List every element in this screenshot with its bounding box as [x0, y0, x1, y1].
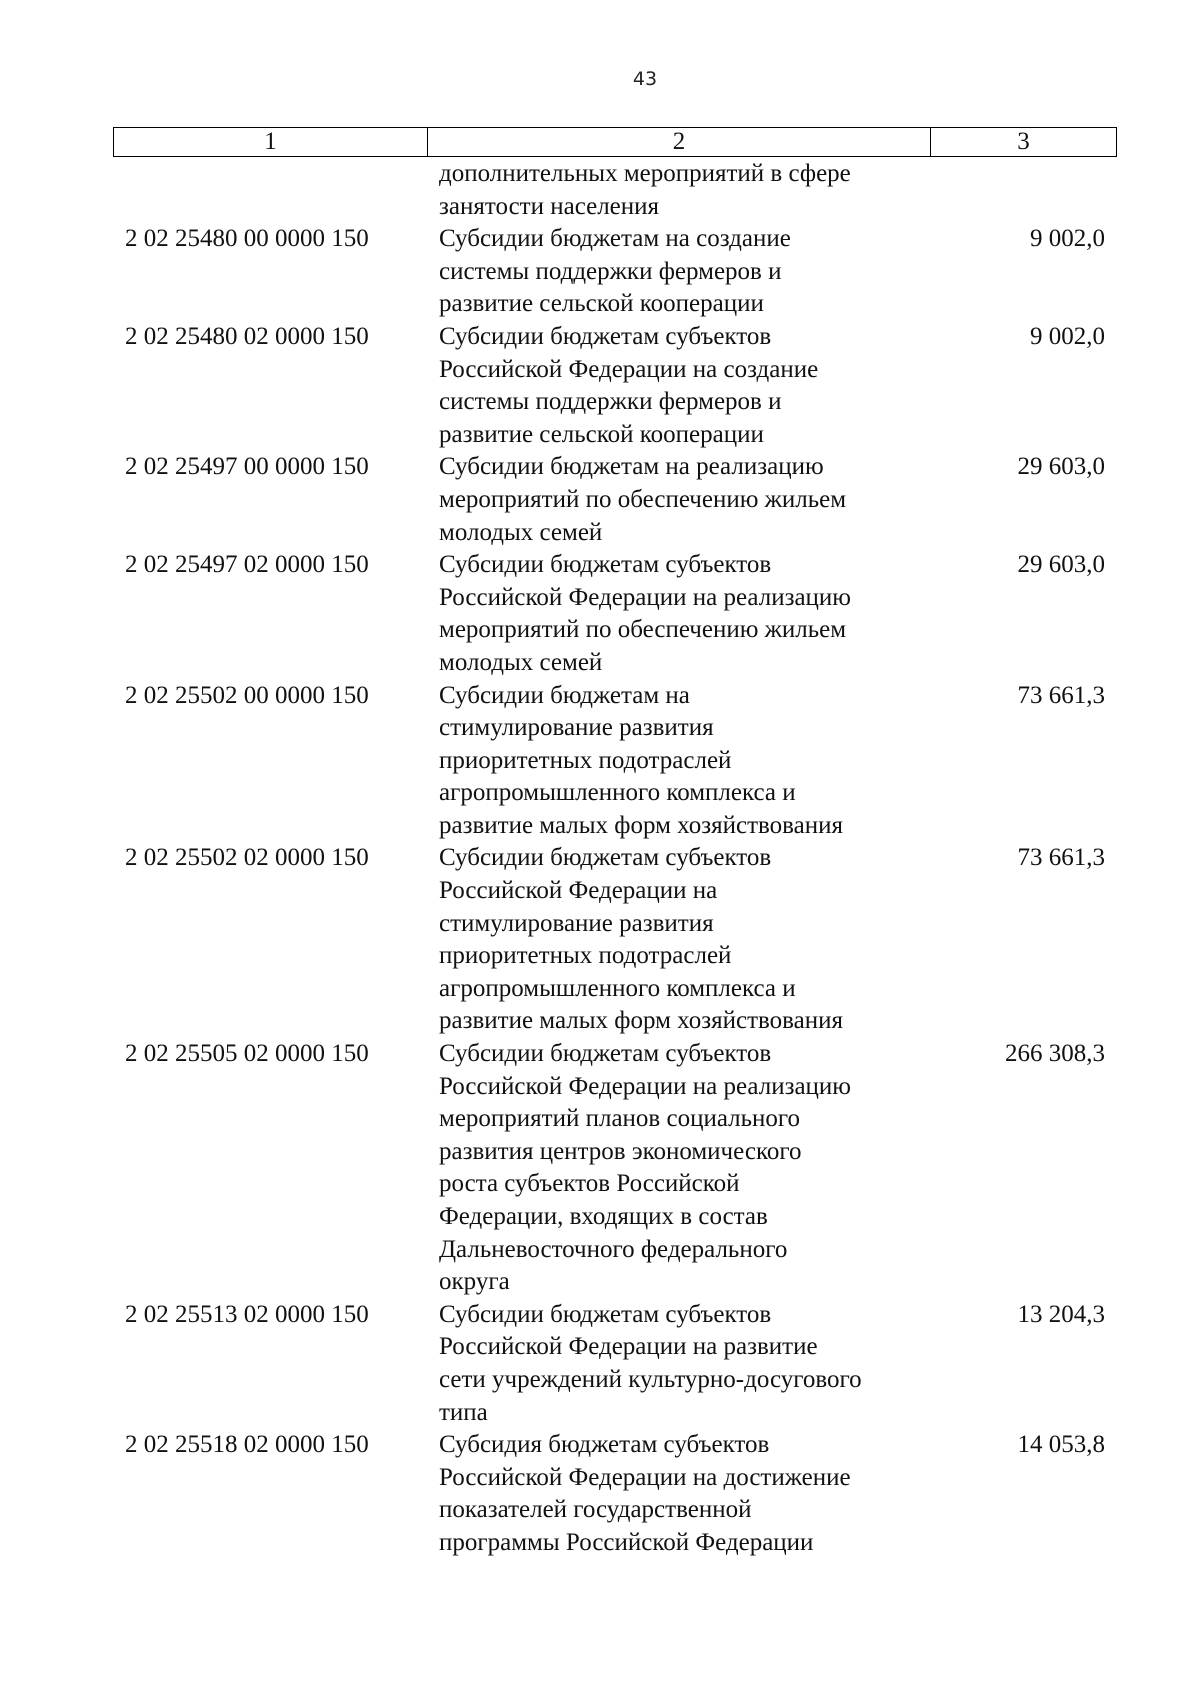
- header-cell-code: 1: [114, 128, 428, 156]
- description-line: мероприятий по обеспечению жильем: [439, 616, 847, 644]
- description-line: Субсидии бюджетам субъектов: [439, 1040, 772, 1068]
- description-line: Российской Федерации на создание: [439, 355, 819, 383]
- description-line: развитие малых форм хозяйствования: [439, 811, 843, 839]
- amount-cell: 9 002,0: [1030, 322, 1105, 350]
- table-row: [113, 158, 1117, 223]
- budget-code-cell: 2 02 25480 02 0000 150: [125, 322, 369, 350]
- table-header: [113, 127, 1117, 157]
- table-row: [113, 680, 1117, 843]
- description-line: стимулирование развития: [439, 909, 714, 937]
- description-line: Субсидии бюджетам субъектов: [439, 844, 772, 872]
- budget-code-cell: 2 02 25505 02 0000 150: [125, 1040, 369, 1068]
- budget-code-cell: 2 02 25502 02 0000 150: [125, 844, 369, 872]
- budget-code-cell: 2 02 25518 02 0000 150: [125, 1431, 369, 1459]
- table-row: [113, 842, 1117, 1038]
- table-row: [113, 223, 1117, 321]
- budget-code-cell: 2 02 25502 00 0000 150: [125, 681, 369, 709]
- table-row: [113, 321, 1117, 451]
- amount-cell: 29 603,0: [1017, 453, 1105, 481]
- budget-code-cell: 2 02 25480 00 0000 150: [125, 225, 369, 253]
- table-row: [113, 1299, 1117, 1429]
- description-line: программы Российской Федерации: [439, 1528, 814, 1556]
- description-line: мероприятий по обеспечению жильем: [439, 485, 847, 513]
- description-line: агропромышленного комплекса и: [439, 779, 796, 807]
- description-line: стимулирование развития: [439, 714, 714, 742]
- description-line: Субсидия бюджетам субъектов: [439, 1431, 770, 1459]
- description-line: показателей государственной: [439, 1496, 752, 1524]
- page-number: 43: [632, 68, 658, 90]
- amount-cell: 9 002,0: [1030, 225, 1105, 253]
- description-cell: [427, 1038, 930, 1299]
- amount-cell: 14 053,8: [1017, 1431, 1105, 1459]
- table-row: [113, 451, 1117, 549]
- description-line: округа: [439, 1268, 510, 1296]
- header-cell-amount: 3: [1017, 128, 1030, 155]
- description-line: Российской Федерации на: [439, 877, 718, 905]
- description-line: приоритетных подотраслей: [439, 942, 732, 970]
- description-line: развитие сельской кооперации: [439, 290, 764, 318]
- description-line: мероприятий планов социального: [439, 1105, 801, 1133]
- description-line: Субсидии бюджетам на реализацию: [439, 453, 824, 481]
- budget-code-cell: 2 02 25513 02 0000 150: [125, 1300, 369, 1328]
- amount-cell: 13 204,3: [1017, 1300, 1105, 1328]
- budget-code-cell: 2 02 25497 02 0000 150: [125, 551, 369, 579]
- description-line: Российской Федерации на достижение: [439, 1463, 851, 1491]
- budget-code-cell: [113, 158, 427, 223]
- description-cell: [427, 223, 930, 321]
- description-line: приоритетных подотраслей: [439, 746, 732, 774]
- header-cell-name: 2: [428, 128, 931, 156]
- table-row: [113, 1038, 1117, 1299]
- amount-cell: 73 661,3: [1017, 844, 1105, 872]
- description-cell: [427, 1299, 930, 1429]
- amount-cell: 73 661,3: [1017, 681, 1105, 709]
- description-line: Субсидии бюджетам субъектов: [439, 1300, 772, 1328]
- table-body: [113, 158, 1117, 1560]
- description-line: Российской Федерации на реализацию: [439, 583, 851, 611]
- description-cell: [427, 451, 930, 549]
- description-cell: [427, 549, 930, 679]
- description-line: молодых семей: [439, 518, 603, 546]
- description-line: системы поддержки фермеров и: [439, 388, 782, 416]
- amount-cell: [930, 158, 1117, 223]
- description-line: Субсидии бюджетам субъектов: [439, 551, 772, 579]
- table-row: [113, 549, 1117, 679]
- table-row: [113, 1429, 1117, 1559]
- description-line: агропромышленного комплекса и: [439, 974, 796, 1002]
- description-line: дополнительных мероприятий в сфере: [439, 160, 851, 187]
- description-line: развитие сельской кооперации: [439, 420, 764, 448]
- description-cell: [427, 680, 930, 843]
- description-line: развитие малых форм хозяйствования: [439, 1007, 843, 1035]
- description-line: системы поддержки фермеров и: [439, 257, 782, 285]
- description-line: Субсидии бюджетам субъектов: [439, 322, 772, 350]
- description-cell: [427, 842, 930, 1038]
- amount-cell: 266 308,3: [1005, 1040, 1105, 1068]
- description-line: Российской Федерации на развитие: [439, 1333, 818, 1361]
- description-line: развития центров экономического: [439, 1137, 802, 1165]
- amount-cell: 29 603,0: [1017, 551, 1105, 579]
- description-line: Российской Федерации на реализацию: [439, 1072, 851, 1100]
- description-cell: [427, 1429, 930, 1559]
- description-line: Федерации, входящих в состав: [439, 1203, 768, 1230]
- description-line: сети учреждений культурно-досугового: [439, 1365, 862, 1393]
- budget-code-cell: 2 02 25497 00 0000 150: [125, 453, 369, 481]
- description-line: Дальневосточного федерального: [439, 1235, 788, 1263]
- description-line: Субсидии бюджетам на: [439, 681, 690, 709]
- description-line: типа: [439, 1398, 488, 1426]
- description-line: Субсидии бюджетам на создание: [439, 225, 791, 253]
- description-cell: [427, 158, 930, 223]
- description-line: роста субъектов Российской: [439, 1170, 740, 1198]
- description-line: молодых семей: [439, 648, 603, 676]
- description-line: занятости населения: [439, 192, 660, 220]
- description-cell: [427, 321, 930, 451]
